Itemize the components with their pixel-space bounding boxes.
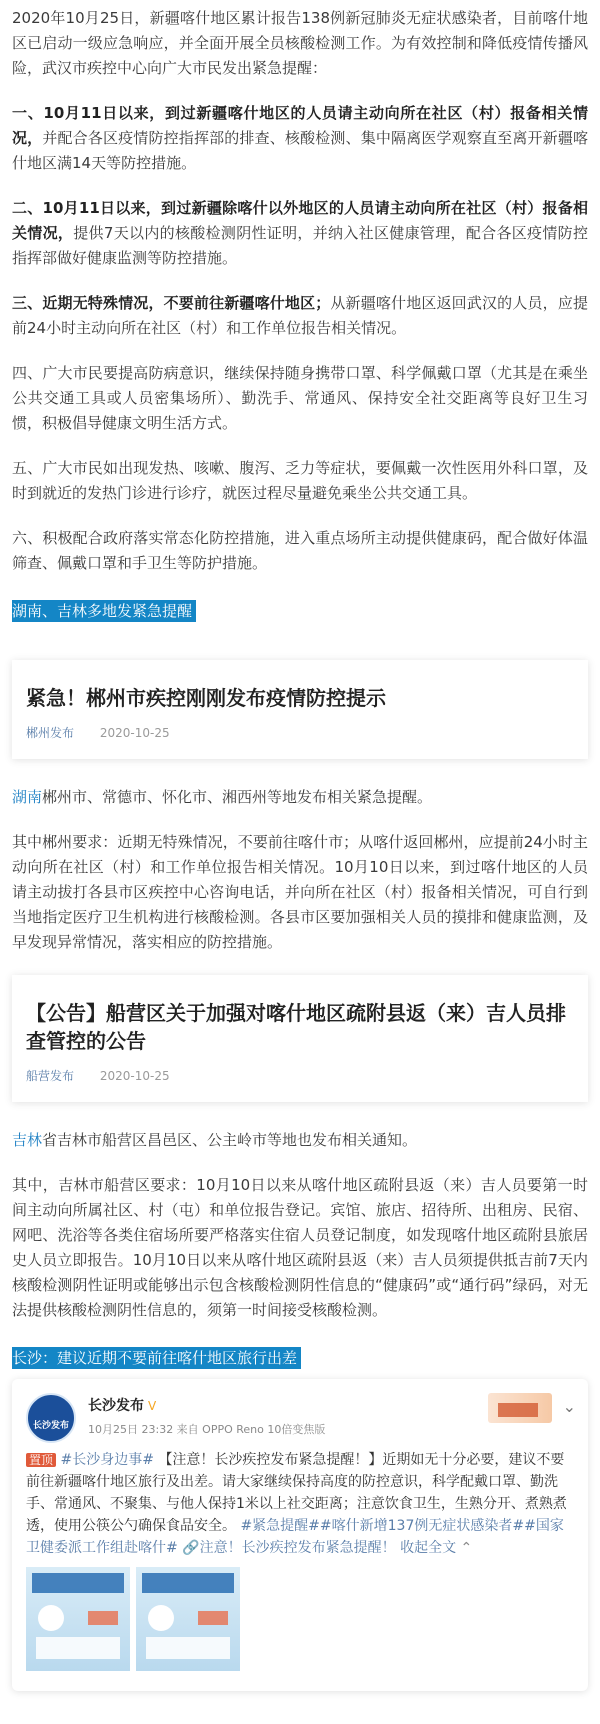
weibo-article-link[interactable]: 🔗注意！长沙疾控发布紧急提醒！ (182, 1540, 396, 1556)
notice-item-2 (12, 196, 588, 271)
card-title: 【公告】船营区关于加强对喀什地区疏附县返（来）吉人员排查管控的公告 (26, 1001, 566, 1053)
card-title: 紧急！郴州市疾控刚刚发布疫情防控提示 (26, 686, 386, 710)
weibo-user-info (88, 1395, 325, 1437)
chenzhou-detail-paragraph: 其中郴州要求：近期无特殊情况，不要前往喀什市；从喀什返回郴州，应提前24小时主动向所在社区（村）和工作单位报告相关情况。10月10日以来，到过喀什地区的人员请主动拔打各县市区疾控中心咨询电话，并向所在社区（村）报备相关情况，可自行到当地指定医疗卫生机构进行核酸检测。各县市区要加强相关人员的摸排和健康监测，及早发现异常情况，落实相应的防控措施。 (12, 833, 588, 951)
notice-item-1-text: 并配合各区疫情防控指挥部的排查、核酸检测、集中隔离医学观察直至离开新疆喀什地区满14天等防控措施。 (12, 129, 588, 172)
jilin-section (0, 1102, 600, 1369)
article-card-chuanying[interactable] (12, 975, 588, 1102)
weibo-name-row (88, 1395, 325, 1415)
avatar[interactable]: 长沙发布 (26, 1393, 76, 1443)
card-meta (26, 1067, 574, 1084)
notice-item-1-bold: 一、10月11日以来，到过新疆喀什地区的人员请主动向所在社区（村）报备相关情况， (12, 104, 588, 147)
notice-item-2-text: 提供7天以内的核酸检测阴性证明，并纳入社区健康管理，配合各区疫情防控指挥部做好健康监测等防控措施。 (12, 224, 588, 267)
notice-item-6-text: 六、积极配合政府落实常态化防控措施，进入重点场所主动提供健康码，配合做好体温筛查、佩戴口罩和手卫生等防护措施。 (12, 529, 588, 572)
article-card-chenzhou[interactable] (12, 660, 588, 759)
profile-decoration-image (488, 1393, 552, 1423)
chevron-down-icon[interactable]: ⌄ (562, 1397, 576, 1416)
notice-item-4 (12, 361, 588, 436)
weibo-text (26, 1449, 574, 1559)
hunan-section (0, 759, 600, 955)
hashtag-link[interactable]: #长沙身边事# (60, 1452, 154, 1468)
notice-item-3-text: 从新疆喀什地区返回武汉的人员，应提前24小时主动向所在社区（村）和工作单位报告相关情况。 (12, 294, 588, 337)
weibo-image-grid (26, 1567, 574, 1671)
weibo-timestamp: 10月25日 23:32 来自 OPPO Reno 10倍变焦版 (88, 1423, 326, 1436)
hunan-region-text: 郴州市、常德市、怀化市、湘西州等地发布相关紧急提醒。 (42, 788, 433, 806)
card-source[interactable]: 郴州发布 (26, 726, 75, 740)
collapse-text-button[interactable]: 收起全文 (400, 1540, 457, 1556)
notice-item-1 (12, 101, 588, 176)
pinned-badge: 置顶 (26, 1453, 56, 1467)
hashtag-links[interactable]: #紧急提醒##喀什新增137例无症状感染者##国家卫健委派工作组赴喀什# (26, 1518, 564, 1556)
card-source[interactable]: 船营发布 (26, 1069, 75, 1083)
notice-item-4-text: 四、广大市民要提高防病意识，继续保持随身携带口罩、科学佩戴口罩（尤其是在乘坐公共交通工具或人员密集场所）、勤洗手、常通风、保持安全社交距离等良好卫生习惯，积极倡导健康文明生活方式。 (12, 364, 588, 432)
notice-item-5 (12, 456, 588, 506)
chevron-up-icon[interactable]: ⌃ (460, 1540, 473, 1556)
intro-paragraph: 2020年10月25日，新疆喀什地区累计报告138例新冠肺炎无症状感染者，目前喀什地区已启动一级应急响应，并全面开展全员核酸检测工作。为有效控制和降低疫情传播风险，武汉市疾控中心向广大市民发出紧急提醒： (12, 9, 588, 77)
weibo-image-1[interactable] (26, 1567, 130, 1671)
card-meta (26, 724, 574, 741)
notice-item-6 (12, 526, 588, 576)
weibo-post-card[interactable] (12, 1379, 588, 1691)
weibo-image-2[interactable] (136, 1567, 240, 1671)
chuanying-detail-paragraph: 其中，吉林市船营区要求：10月10日以来从喀什地区疏附县返（来）吉人员要第一时间主动向所属社区、村（屯）和单位报告登记。宾馆、旅店、招待所、出租房、民宿、网吧、洗浴等各类住宿场所要严格落实住宿人员登记制度，如发现喀什地区疏附县旅居史人员立即报告。10月10日以来从喀什地区疏附县返（来）吉人员须提供抵吉前7天内核酸检测阴性证明或能够出示包含核酸检测阴性信息的“健康码”或“通行码”绿码，对无法提供核酸检测阴性信息的，须第一时间接受核酸检测。 (12, 1176, 588, 1319)
notice-item-5-text: 五、广大市民如出现发热、咳嗽、腹泻、乏力等症状，要佩戴一次性医用外科口罩，及时到就近的发热门诊进行诊疗，就医过程尽量避免乘坐公共交通工具。 (12, 459, 588, 502)
card-date: 2020-10-25 (99, 726, 170, 740)
notice-item-3 (12, 291, 588, 341)
jilin-region-text: 省吉林市船营区昌邑区、公主岭市等地也发布相关通知。 (42, 1131, 418, 1149)
hunan-region-paragraph (12, 785, 588, 810)
jilin-region-paragraph (12, 1128, 588, 1153)
notice-item-3-bold: 三、近期无特殊情况，不要前往新疆喀什地区； (12, 294, 331, 312)
article-body (0, 0, 600, 640)
card-date: 2020-10-25 (99, 1069, 170, 1083)
section-heading-hunan-jilin: 湖南、吉林多地发紧急提醒 (12, 600, 196, 622)
region-hunan: 湖南 (12, 788, 43, 806)
verified-badge-icon: V (148, 1399, 157, 1413)
region-jilin: 吉林 (12, 1131, 43, 1149)
section-heading-changsha: 长沙：建议近期不要前往喀什地区旅行出差 (12, 1347, 301, 1369)
weibo-username[interactable]: 长沙发布 (88, 1398, 144, 1414)
notice-item-2-bold: 二、10月11日以来，到过新疆除喀什以外地区的人员请主动向所在社区（村）报备相关情况， (12, 199, 588, 242)
weibo-main-text: 【注意！长沙疾控发布紧急提醒！】近期如无十分必要，建议不要前往新疆喀什地区旅行及出差。请大家继续保持高度的防控意识，科学配戴口罩、勤洗手、常通风、不聚集、与他人保持1米以上社交距离；注意饮食卫生，生熟分开、煮熟煮透，使用公筷公勺确保食品安全。 (26, 1452, 567, 1534)
